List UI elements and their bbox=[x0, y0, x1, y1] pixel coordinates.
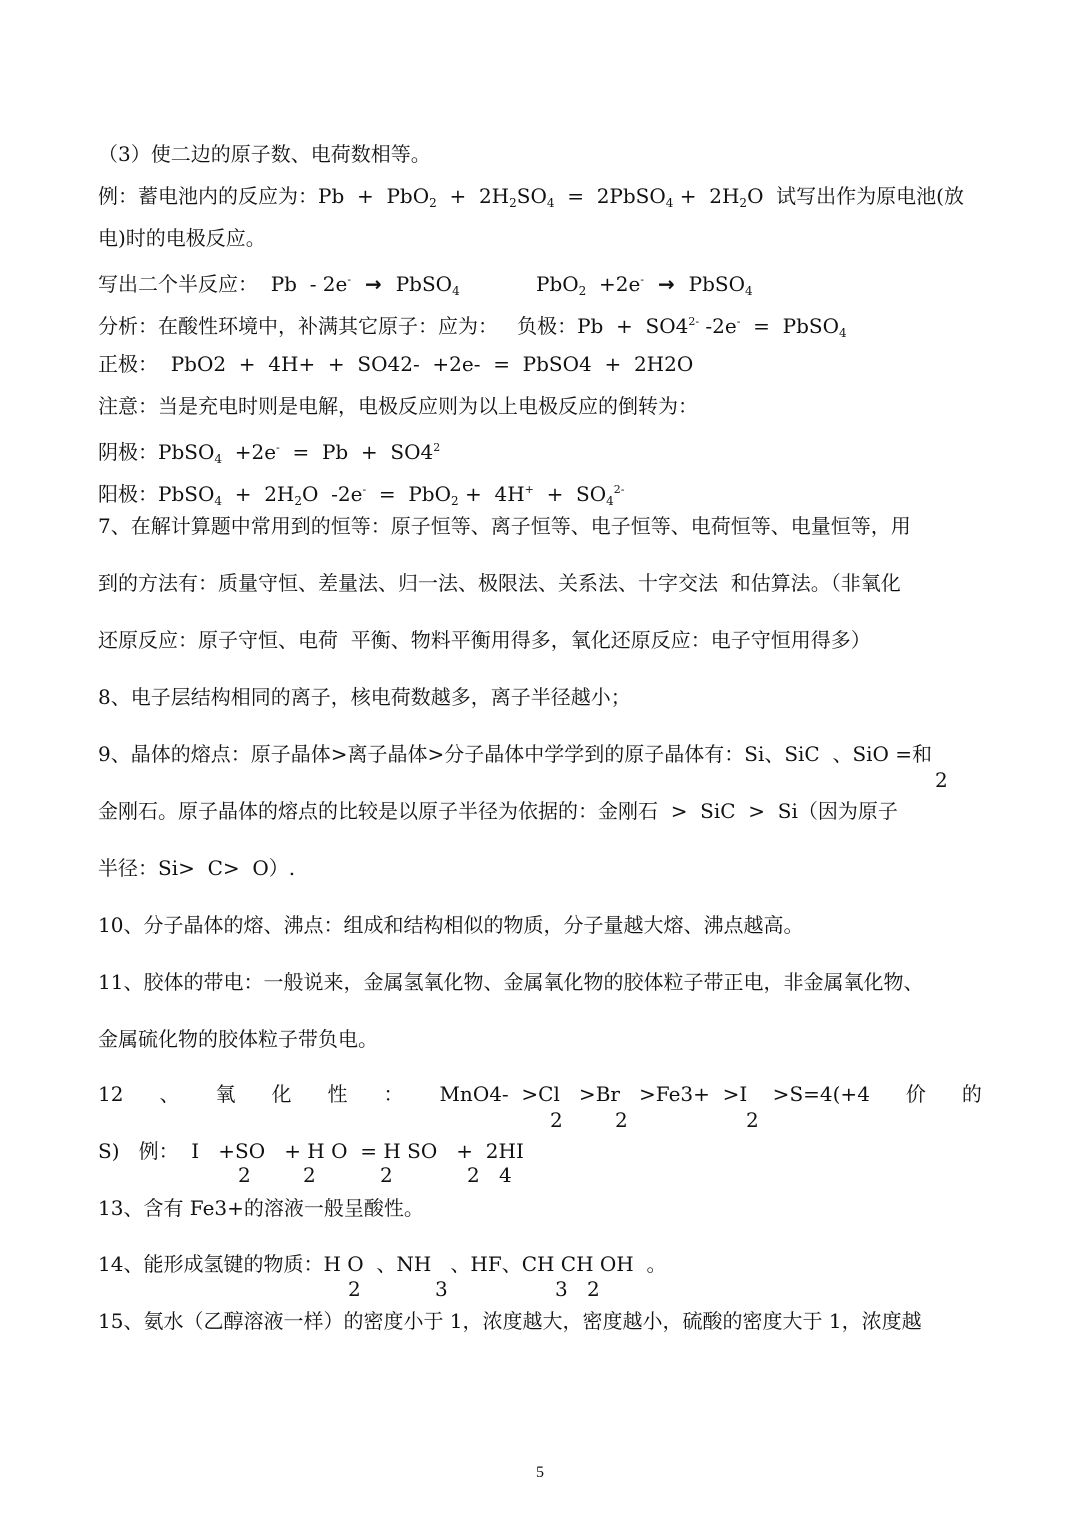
subscript-digit: 2 bbox=[746, 1108, 759, 1132]
subscript-digit: 2 bbox=[550, 1108, 563, 1132]
subscript-digit: 2 bbox=[238, 1163, 251, 1187]
item-9-line-1: 9、晶体的熔点：原子晶体>离子晶体>分子晶体中学学到的原子晶体有：Si、SiC 、SiO =和 bbox=[98, 742, 933, 766]
item-14: 14、能形成氢键的物质：H O 、NH 、HF、CH CH OH 。 bbox=[98, 1252, 667, 1276]
subscript-digit: 2 bbox=[935, 768, 948, 792]
subscript-digit: 4 bbox=[499, 1163, 512, 1187]
subscript-digit: 2 bbox=[348, 1277, 361, 1301]
item-11-line-1: 11、胶体的带电：一般说来，金属氢氧化物、金属氧化物的胶体粒子带正电，非金属氧化物、 bbox=[98, 970, 924, 994]
line-analysis-negative: 分析：在酸性环境中，补满其它原子：应为： 负极：$Pb + SO4^{2-}$ -2e- = PbSO$_4$ bbox=[98, 314, 847, 340]
item-7-line-1: 7、在解计算题中常用到的恒等：原子恒等、离子恒等、电子恒等、电荷恒等、电量恒等，用 bbox=[98, 514, 911, 538]
item-10: 10、分子晶体的熔、沸点：组成和结构相似的物质，分子量越大熔、沸点越高。 bbox=[98, 913, 804, 937]
page-number: 5 bbox=[536, 1464, 544, 1481]
line-charging-note: 注意：当是充电时则是电解，电极反应则为以上电极反应的倒转为： bbox=[98, 394, 698, 418]
subscript-digit: 3 bbox=[555, 1277, 568, 1301]
subscript-digit: 2 bbox=[380, 1163, 393, 1187]
item-9-line-2: 金刚石。原子晶体的熔点的比较是以原子半径为依据的：金刚石 > SiC > Si（因为原子 bbox=[98, 799, 898, 823]
subscript-digit: 3 bbox=[435, 1277, 448, 1301]
arrow-icon: → bbox=[644, 272, 689, 296]
line-example-battery: 例：蓄电池内的反应为：$Pb + PbO_2 + 2H_2SO_4$ = 2PbSO$_4$ + $2H_2O$ 试写出作为原电池(放 bbox=[98, 184, 964, 210]
item-11-line-2: 金属硫化物的胶体粒子带负电。 bbox=[98, 1027, 378, 1051]
line-half-reactions: 写出二个半反应： Pb - 2e- → PbSO$_4$ PbO$_2$ +2e- → PbSO$_4$ bbox=[98, 272, 753, 298]
item-9-line-3: 半径：Si> C> O）. bbox=[98, 856, 296, 880]
item-7-line-2: 到的方法有：质量守恒、差量法、归一法、极限法、关系法、十字交法 和估算法。（非氧化 bbox=[98, 571, 901, 595]
item-12-line-1: 12 、 氧 化 性 ： MnO4- >Cl >Br >Fe3+ >I >S=4(+4 价 的 bbox=[98, 1082, 982, 1106]
subscript-digit: 2 bbox=[303, 1163, 316, 1187]
subscript-digit: 2 bbox=[615, 1108, 628, 1132]
item-7-line-3: 还原反应：原子守恒、电荷 平衡、物料平衡用得多，氧化还原反应：电子守恒用得多） bbox=[98, 628, 871, 652]
subscript-digit: 2 bbox=[467, 1163, 480, 1187]
subscript-digit: 2 bbox=[587, 1277, 600, 1301]
arrow-icon: → bbox=[351, 272, 396, 296]
line-anode: 阳极：PbSO$_4$ + $2H_2O$ $-2e^- = PbO_2 + 4H^+ + SO_4^{2-}$ bbox=[98, 482, 625, 508]
line-cathode: 阴极：PbSO$_4$ $+2e^- = Pb + SO4^2$ bbox=[98, 440, 441, 466]
item-15: 15、氨水（乙醇溶液一样）的密度小于 1，浓度越大，密度越小，硫酸的密度大于 1，浓度越 bbox=[98, 1309, 922, 1333]
item-13: 13、含有 Fe3+的溶液一般呈酸性。 bbox=[98, 1196, 424, 1220]
item-12-line-2: S) 例： I +SO + H O = H SO + 2HI bbox=[98, 1139, 524, 1163]
line-positive-electrode: 正极： PbO2 + 4H+ + SO42- +2e- = PbSO4 + 2H2O bbox=[98, 352, 694, 376]
item-8: 8、电子层结构相同的离子，核电荷数越多，离子半径越小； bbox=[98, 685, 631, 709]
line-electrode-reaction: 电)时的电极反应。 bbox=[98, 226, 266, 250]
line-balance-rule: （3）使二边的原子数、电荷数相等。 bbox=[98, 142, 431, 166]
